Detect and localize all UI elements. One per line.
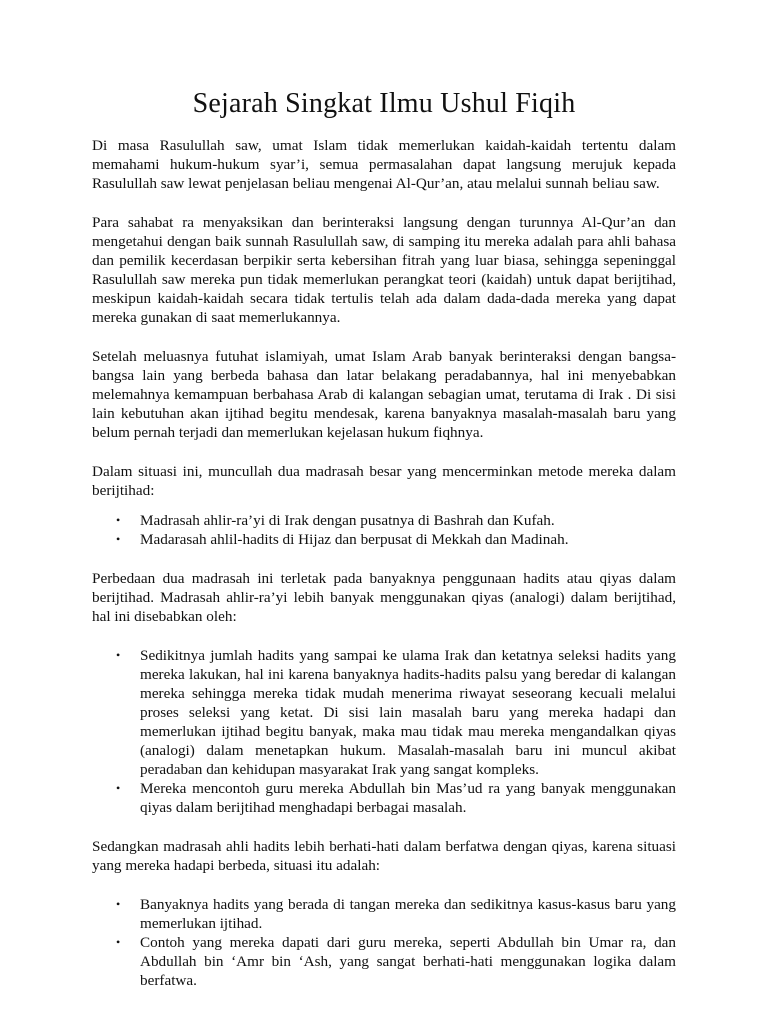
list-item (92, 511, 676, 530)
list-item-text: Contoh yang mereka dapati dari guru mereka, seperti Abdullah bin Umar ra, dan Abdullah bin ‘Amr bin ‘Ash, yang sangat berhati-hati menggunakan logika dalam berfatwa. (140, 934, 676, 989)
page-title: Sejarah Singkat Ilmu Ushul Fiqih (192, 88, 576, 119)
document-page (92, 88, 676, 1010)
paragraph-4: Dalam situasi ini, muncullah dua madrasah besar yang mencerminkan metode mereka dalam berijtihad: (92, 463, 676, 499)
bullet-icon: • (116, 532, 121, 546)
list-item (92, 933, 676, 990)
paragraph-2: Para sahabat ra menyaksikan dan berinteraksi langsung dengan turunnya Al-Qur’an dan mengetahui dengan baik sunnah Rasulullah saw, di samping itu mereka adalah para ahli bahasa dan pemilik kecerdasan berpikir serta kebersihan fitrah yang luar biasa, sehingga sepeninggal Rasulullah saw mereka pun tidak memerlukan perangkat teori (kaidah) untuk dapat berijtihad, meskipun kaidah-kaidah secara tidak tertulis telah ada dalam dada-dada mereka yang dapat mereka gunakan di saat memerlukannya. (92, 214, 676, 326)
paragraph-5: Perbedaan dua madrasah ini terletak pada banyaknya penggunaan hadits atau qiyas dalam berijtihad. Madrasah ahlir-ra’yi lebih banyak menggunakan qiyas (analogi) dalam berijtihad, hal ini disebabkan oleh: (92, 570, 676, 625)
paragraph-3: Setelah meluasnya futuhat islamiyah, umat Islam Arab banyak berinteraksi dengan bangsa-bangsa lain yang berbeda bahasa dan latar belakang peradabannya, hal ini menyebabkan melemahnya kemampuan berbahasa Arab di kalangan sebagian umat, terutama di Irak . Di sisi lain kebutuhan akan ijtihad begitu mendesak, karena banyaknya masalah-masalah baru yang belum pernah terjadi dan memerlukan kejelasan hukum fiqhnya. (92, 348, 676, 441)
list-item (92, 530, 676, 549)
list-item-text: Sedikitnya jumlah hadits yang sampai ke ulama Irak dan ketatnya seleksi hadits yang mereka lakukan, hal ini karena banyaknya hadits-hadits palsu yang beredar di kalangan mereka sehingga mereka tidak mudah menerima riwayat seseorang kecuali melalui proses seleksi yang ketat. Di sisi lain masalah baru yang mereka hadapi dan memerlukan ijtihad begitu banyak, maka mau tidak mau mereka mengandalkan qiyas (analogi) dalam menetapkan hukum. Masalah-masalah baru ini muncul akibat peradaban dan kehidupan masyarakat Irak yang sangat kompleks. (140, 647, 676, 778)
bullet-icon: • (116, 513, 121, 527)
list-item-text: Madrasah ahlir-ra’yi di Irak dengan pusatnya di Bashrah dan Kufah. (140, 512, 555, 529)
list-item-text: Banyaknya hadits yang berada di tangan mereka dan sedikitnya kasus-kasus baru yang memerlukan ijtihad. (140, 896, 676, 932)
bullet-icon: • (116, 935, 121, 949)
bullet-icon: • (116, 781, 121, 795)
list-item-text: Mereka mencontoh guru mereka Abdullah bin Mas’ud ra yang banyak menggunakan qiyas dalam berijtihad menghadapi berbagai masalah. (140, 780, 676, 816)
list-item-text: Madarasah ahlil-hadits di Hijaz dan berpusat di Mekkah dan Madinah. (140, 531, 569, 548)
paragraph-6: Sedangkan madrasah ahli hadits lebih berhati-hati dalam berfatwa dengan qiyas, karena situasi yang mereka hadapi berbeda, situasi itu adalah: (92, 838, 676, 874)
madrasah-list (92, 511, 676, 549)
list-item (92, 779, 676, 817)
paragraph-1: Di masa Rasulullah saw, umat Islam tidak memerlukan kaidah-kaidah tertentu dalam memahami hukum-hukum syar’i, semua permasalahan dapat langsung merujuk kepada Rasulullah saw lewat penjelasan beliau mengenai Al-Qur’an, atau melalui sunnah beliau saw. (92, 137, 676, 192)
reasons-rayi-list (92, 646, 676, 817)
bullet-icon: • (116, 897, 121, 911)
list-item (92, 646, 676, 779)
bullet-icon: • (116, 648, 121, 662)
reasons-hadits-list (92, 895, 676, 990)
list-item (92, 895, 676, 933)
